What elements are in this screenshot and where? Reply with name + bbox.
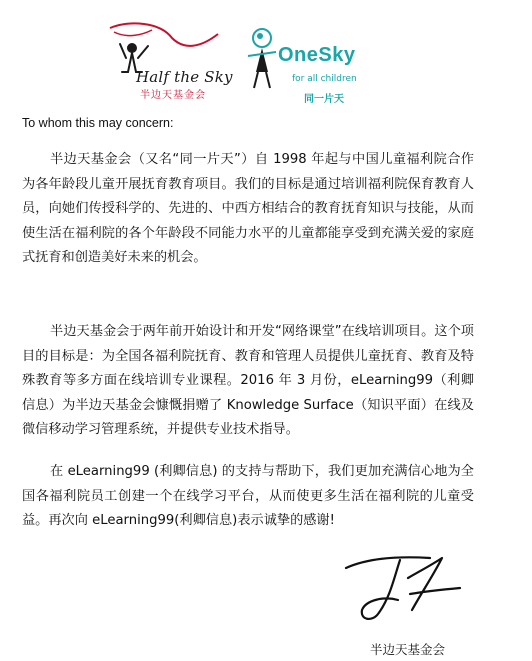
half-the-sky-chinese-name: 半边天基金会 [140,90,206,101]
onesky-chinese-name: 同一片天 [304,94,344,105]
header-logos [100,20,400,110]
handwritten-signature-icon [338,548,468,628]
signature-name: 半边天基金会 [370,642,446,657]
letter-paragraph-3: 在 eLearning99 (利卿信息) 的支持与帮助下，我们更加充满信心地为全国各福利院员工创建一个在线学习平台，从而使更多生活在福利院的儿童受益。再次向 eLearning99(利卿信息)表示诚挚的感谢! [22,464,474,528]
half-the-sky-wordmark: Half the Sky [136,68,233,86]
half-the-sky-logo [100,20,233,101]
onesky-wordmark: OneSky [278,44,356,66]
letter-paragraph-2: 半边天基金会于两年前开始设计和开发“网络课堂”在线培训项目。这个项目的目标是：为全国各福利院抚育、教育和管理人员提供儿童抚育、教育及特殊教育等多方面在线培训专业课程。2016 年 3 月份，eLearning99（利卿信息）为半边天基金会慷慨捐赠了 Knowledge Surface（知识平面）在线及微信移动学习管理系统，并提供专业技术指导。 [22,324,474,437]
letter-paragraph-1: 半边天基金会（又名“同一片天”）自 1998 年起与中国儿童福利院合作为各年龄段儿童开展抚育教育项目。我们的目标是通过培训福利院保育教育人员，向她们传授科学的、先进的、中西方相结合的教育抚育知识与技能，从而使生活在福利院的各个年龄段不同能力水平的儿童都能享受到充满关爱的家庭式抚育和创造美好未来的机会。 [22,152,474,265]
onesky-logo [240,22,400,110]
letter-salutation: To whom this may concern: [22,116,174,130]
onesky-tagline: for all children [292,74,357,84]
onesky-figure-icon [240,22,280,102]
